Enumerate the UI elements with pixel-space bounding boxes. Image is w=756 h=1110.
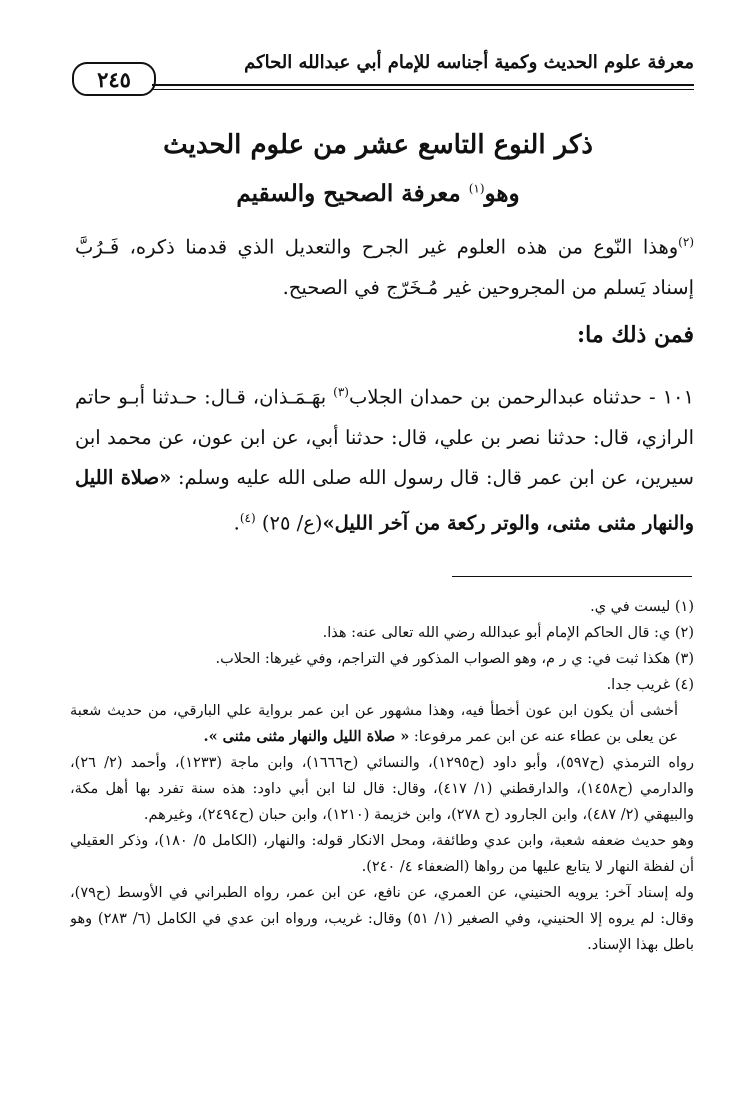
footnote-4-para-1 <box>70 698 694 750</box>
hadith-paragraph <box>75 372 694 543</box>
footnote-4-para-3: وهو حديث ضعفه شعبة، وابن عدي وطائفة، ومحل الانكار قوله: والنهار، (الكامل ٥/ ١٨٠)، وذكر العقيلي أن لفظة النهار لا يتابع عليها من رواها (الضعفاء ٤/ ٢٤٠). <box>70 833 694 875</box>
footnote-4-para-4: وله إسناد آخر: يرويه الحنيني، عن العمري، عن نافع، عن ابن عمر، رواه الطبراني في الأوسط (ح٧٩)، وقال: لم يروه إلا الحنيني، وفي الصغير (١/ ٥١) وقال: غريب، ورواه ابن عدي في الكامل (٦/ ٢٨٣) وهو باطل بهذا الإسناد. <box>70 885 694 953</box>
header-rule-thin <box>152 89 694 90</box>
chapter-title: ذكر النوع التاسع عشر من علوم الحديث <box>163 130 593 160</box>
subtitle-prefix: وهو <box>484 180 520 207</box>
footnote-3: (٣) هكذا ثبت في: ي ر م، وهو الصواب المذكور في التراجم، وفي غيرها: الحلاب. <box>215 651 694 667</box>
subtitle-text: معرفة الصحيح والسقيم <box>236 180 461 207</box>
book-title: معرفة علوم الحديث وكمية أجناسه للإمام أبي عبدالله الحاكم <box>244 52 694 73</box>
header-rule-thick <box>152 84 694 86</box>
footnotes <box>70 594 694 958</box>
intro-paragraph <box>75 222 694 308</box>
running-header <box>72 48 694 98</box>
footnote-4-matn: « صلاة الليل والنهار مثنى مثنى ». <box>203 728 410 745</box>
footnote-ref-4: (٤) <box>239 510 256 525</box>
footnote-1: (١) ليست في ي. <box>590 599 694 615</box>
footnote-4: (٤) غريب جدا. <box>606 677 694 693</box>
footnote-4-para-2: رواه الترمذي (ح٥٩٧)، وأبو داود (ح١٢٩٥)، والنسائي (ح١٦٦٦)، وابن ماجة (١٢٣٣)، وأحمد (٢/ ٢٦)، والدارمي (ح١٤٥٨)، والدارقطني (١/ ٤١٧)، وقال: قال لنا ابن أبي داود: هذه سنة تفرد بها أهل مكة، والبيهقي (٢/ ٤٨٧)، وابن الجارود (ح ٢٧٨)، وابن خزيمة (١٢١٠)، وابن حبان (ح٢٤٩٤)، وغيرهم. <box>70 755 694 823</box>
footnote-ref-2: (٢) <box>678 235 694 249</box>
page-number: ٢٤٥ <box>72 62 156 96</box>
section-subheading: فمن ذلك ما: <box>577 322 694 348</box>
hadith-isnad-start: ١٠١ - حدثناه عبدالرحمن بن حمدان الجلاب <box>348 385 694 409</box>
footnote-separator <box>452 576 692 577</box>
hadith-reference: (ع/ ٢٥) <box>261 511 323 534</box>
footnote-ref-3: (٣) <box>333 385 349 399</box>
footnote-4-text-1: أخشى أن يكون ابن عون أخطأ فيه، وهذا مشهور عن ابن عمر برواية علي البارقي، من حديث شعبة عن يعلى بن عطاء عنه عن ابن عمر مرفوعا: <box>70 703 678 745</box>
hadith-isnad: بهَـمَـذان، قـال: حـدثنا أبـو حاتم الرازي، قال: حدثنا نصر بن علي، قال: حدثنا أبي، عن ابن عون، عن محمد ابن سيرين، عن ابن عمر قال: قال رسول الله صلى الله عليه وسلم: <box>75 385 694 489</box>
intro-text: وهذا النّوع من هذه العلوم غير الجرح والتعديل الذي قدمنا ذكره، فَـرُبَّ إسناد يَسلم من المجروحين غير مُـخَرّج في الصحيح. <box>75 235 694 299</box>
hadith-matn: «صلاة الليل والنهار مثنى مثنى، والوتر ركعة من آخر الليل» <box>75 465 694 534</box>
hadith-end: . <box>233 511 240 534</box>
chapter-subtitle <box>120 180 636 207</box>
footnote-ref-1: (١) <box>468 181 485 196</box>
footnote-2: (٢) ي: قال الحاكم الإمام أبو عبدالله رضي الله تعالى عنه: هذا. <box>322 625 694 641</box>
